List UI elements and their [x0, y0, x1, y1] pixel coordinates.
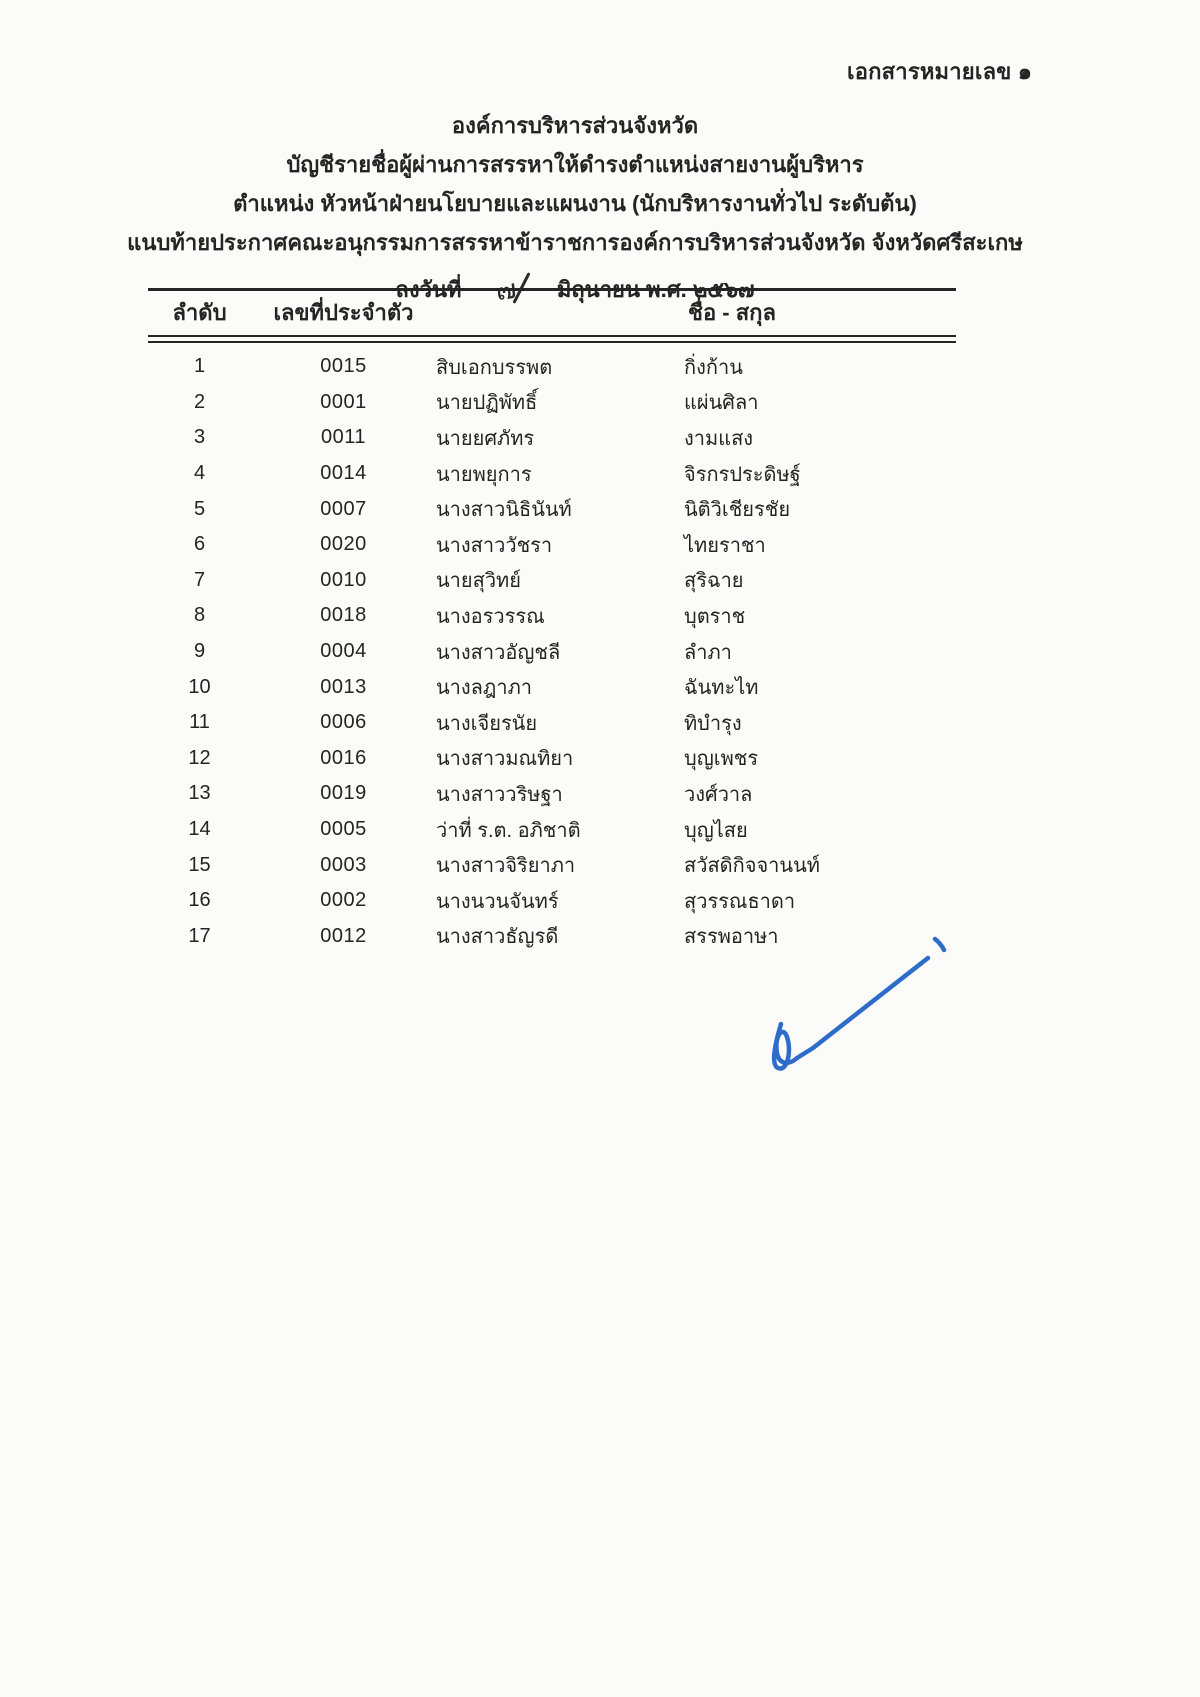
cell-no: 8 — [193, 604, 206, 627]
cell-last-name: บุตราช — [684, 605, 746, 628]
cell-no: 15 — [188, 853, 211, 876]
cell-last-name: บุญไสย — [684, 819, 748, 842]
cell-no: 9 — [193, 640, 206, 663]
cell-no: 11 — [189, 711, 210, 734]
cell-id: 0013 — [320, 675, 367, 698]
attachment-title: แนบท้ายประกาศคณะอนุกรรมการสรรหาข้าราชการองค์การบริหารส่วนจังหวัด จังหวัดศรีสะเกษ — [127, 230, 1023, 255]
cell-first-name: นางสาววัชรา — [436, 534, 553, 557]
cell-first-name: นายพยุการ — [436, 463, 532, 486]
document-number-label: เอกสารหมายเลข ๑ — [846, 59, 1032, 84]
table-row — [148, 349, 956, 385]
cell-no: 7 — [193, 568, 206, 591]
cell-first-name: นายปฏิพัทธิ์ — [436, 392, 538, 415]
cell-last-name: ฉันทะไท — [684, 677, 759, 700]
list-title: บัญชีรายชื่อผู้ผ่านการสรรหาให้ดำรงตำแหน่งสายงานผู้บริหาร — [286, 152, 864, 177]
pen-stroke-main — [774, 958, 928, 1069]
date-suffix: มิถุนายน พ.ศ. ๒๕๖๗ — [556, 277, 755, 302]
cell-no: 4 — [193, 462, 206, 485]
date-prefix: ลงวันที่ — [395, 277, 462, 302]
cell-last-name: กิ่งก้าน — [684, 356, 743, 379]
cell-first-name: นางนวนจันทร์ — [436, 890, 559, 913]
table-row — [148, 812, 956, 848]
handwritten-day: ๗ — [494, 274, 518, 306]
cell-id: 0016 — [320, 746, 367, 769]
cell-first-name: นางสาวอัญชลี — [436, 641, 561, 664]
table-row — [148, 705, 956, 741]
cell-last-name: สรรพอาษา — [684, 926, 779, 949]
table-row — [148, 741, 956, 777]
cell-id: 0007 — [320, 497, 367, 520]
cell-first-name: นางเจียรนัย — [436, 712, 538, 735]
table-row — [148, 527, 956, 563]
blue-pen-stroke — [730, 925, 965, 1090]
table-row — [148, 456, 956, 492]
header-no: ลำดับ — [172, 300, 227, 325]
cell-id: 0012 — [320, 924, 367, 947]
cell-id: 0014 — [320, 462, 367, 485]
cell-id: 0018 — [320, 604, 367, 627]
cell-no: 16 — [188, 889, 211, 912]
cell-first-name: นายสุวิทย์ — [436, 570, 521, 593]
cell-last-name: สุริฉาย — [684, 570, 744, 593]
table-row — [148, 634, 956, 670]
cell-id: 0005 — [320, 818, 367, 841]
table-row — [148, 598, 956, 634]
cell-id: 0001 — [320, 390, 367, 413]
cell-no: 10 — [188, 675, 211, 698]
table-body — [148, 343, 956, 954]
cell-first-name: สิบเอกบรรพต — [436, 356, 553, 379]
table-row — [148, 420, 956, 456]
header-name: ชื่อ - สกุล — [688, 300, 776, 325]
cell-first-name: นางสาวนิธินันท์ — [436, 499, 572, 522]
cell-last-name: สวัสดิกิจจานนท์ — [684, 855, 820, 878]
cell-no: 1 — [193, 355, 206, 378]
table-row — [148, 563, 956, 599]
cell-no: 3 — [193, 426, 206, 449]
cell-first-name: นางอรวรรณ — [436, 605, 545, 628]
cell-first-name: นางลฎาภา — [436, 677, 532, 700]
cell-last-name: บุญเพชร — [684, 748, 759, 771]
roster-table — [148, 288, 956, 954]
cell-last-name: ทิบำรุง — [684, 712, 742, 735]
cell-no: 2 — [193, 390, 206, 413]
cell-last-name: จิรกรประดิษฐ์ — [684, 463, 801, 486]
cell-no: 13 — [188, 782, 211, 805]
cell-first-name: นายยศภัทร — [436, 427, 535, 450]
header-id: เลขที่ประจำตัว — [273, 300, 414, 325]
document-heading — [30, 106, 1120, 310]
cell-no: 5 — [193, 497, 206, 520]
cell-no: 12 — [188, 746, 211, 769]
cell-first-name: นางสาวจิริยาภา — [436, 855, 576, 878]
cell-id: 0010 — [320, 568, 367, 591]
cell-id: 0006 — [320, 711, 367, 734]
cell-id: 0003 — [320, 853, 367, 876]
cell-id: 0015 — [320, 355, 367, 378]
org-title: องค์การบริหารส่วนจังหวัด — [451, 113, 699, 138]
cell-first-name: นางสาวธัญรดี — [436, 926, 559, 949]
table-header-row — [148, 291, 956, 335]
table-row — [148, 883, 956, 919]
cell-no: 17 — [188, 924, 211, 947]
cell-last-name: สุวรรณธาดา — [684, 890, 796, 913]
cell-id: 0019 — [320, 782, 367, 805]
cell-id: 0004 — [320, 640, 367, 663]
cell-first-name: นางสาววริษฐา — [436, 783, 563, 806]
table-row — [148, 669, 956, 705]
cell-no: 6 — [193, 533, 206, 556]
cell-first-name: นางสาวมณทิยา — [436, 748, 574, 771]
cell-id: 0011 — [320, 426, 366, 449]
cell-last-name: ไทยราชา — [684, 534, 766, 557]
cell-no: 14 — [188, 818, 211, 841]
position-title: ตำแหน่ง หัวหน้าฝ่ายนโยบายและแผนงาน (นักบริหารงานทั่วไป ระดับต้น) — [233, 191, 917, 216]
cell-last-name: แผ่นศิลา — [684, 392, 759, 415]
cell-last-name: วงศ์วาล — [684, 783, 753, 806]
table-row — [148, 847, 956, 883]
cell-last-name: ลำภา — [684, 641, 732, 664]
cell-last-name: งามแสง — [684, 427, 754, 450]
cell-first-name: ว่าที่ ร.ต. อภิชาติ — [436, 819, 581, 842]
table-row — [148, 776, 956, 812]
table-header-double-rule — [148, 335, 956, 343]
cell-id: 0020 — [320, 533, 367, 556]
cell-last-name: นิติวิเชียรชัย — [684, 499, 791, 522]
pen-stroke-tick — [935, 939, 944, 950]
table-row — [148, 385, 956, 421]
table-row — [148, 491, 956, 527]
cell-id: 0002 — [320, 889, 367, 912]
